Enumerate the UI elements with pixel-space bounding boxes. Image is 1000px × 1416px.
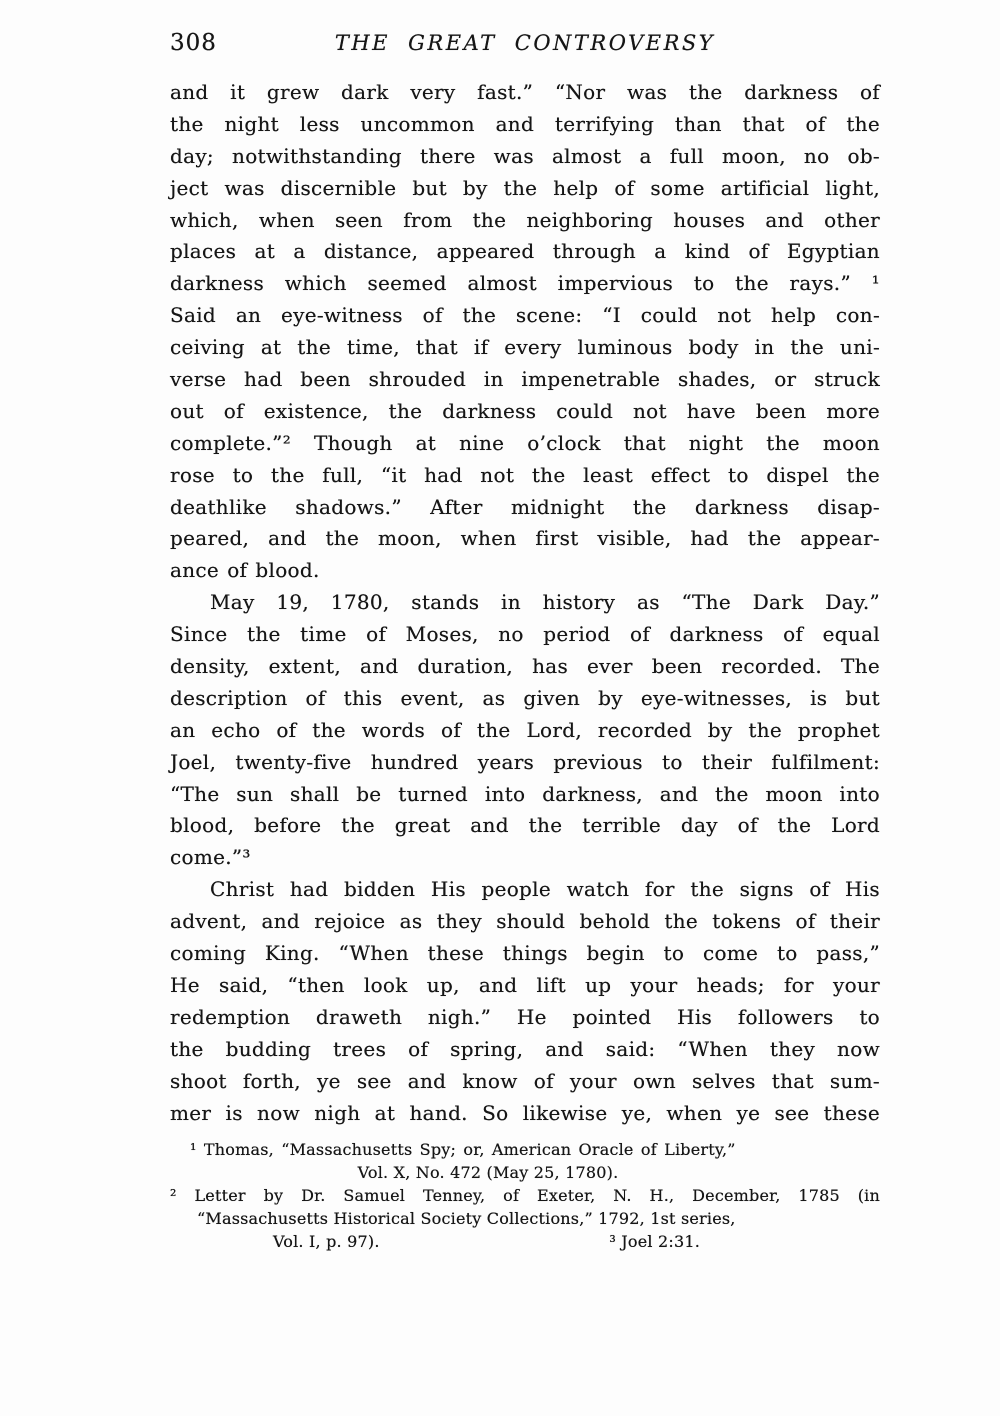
text-line: come.”³ [170,845,251,870]
text-line: description of this event, as given by eye-witnesses, is but [170,685,880,710]
text-line: May 19, 1780, stands in history as “The Dark Day.” [210,590,880,615]
text-line: He said, “then look up, and lift up your heads; for your [170,972,880,997]
text-line: ance of blood. [170,558,320,583]
text-line: and it grew dark very fast.” “Nor was the darkness of [170,80,880,104]
text-line: which, when seen from the neighboring houses and other [170,207,880,232]
footnote-1-line-1: ¹ Thomas, “Massachusetts Spy; or, American Oracle of Liberty,” [190,1140,736,1159]
footnote-1-line-2: Vol. X, No. 472 (May 25, 1780). [357,1163,619,1182]
text-line: places at a distance, appeared through a kind of Egyptian [170,239,880,264]
text-line: Christ had bidden His people watch for the signs of His [210,877,880,902]
page-number: 308 [170,30,217,56]
text-line: shoot forth, ye see and know of your own selves that sum- [170,1068,880,1093]
footnote-2-line-1: ² Letter by Dr. Samuel Tenney, of Exeter, N. H., December, 1785 (in [170,1186,880,1205]
text-line: “The sun shall be turned into darkness, and the moon into [170,781,880,806]
footnote-3: ³ Joel 2:31. [609,1232,700,1251]
text-line: ject was discernible but by the help of some artificial light, [170,175,880,200]
text-line: day; notwithstanding there was almost a full moon, no ob- [170,143,880,168]
body-text [170,77,880,1129]
text-line: an echo of the words of the Lord, recorded by the prophet [170,717,880,742]
text-line: out of existence, the darkness could not have been more [170,398,880,423]
text-line: density, extent, and duration, has ever been recorded. The [170,654,880,679]
running-head-title: THE GREAT CONTROVERSY [334,31,716,55]
text-line: advent, and rejoice as they should behold the tokens of their [170,909,880,934]
text-line: rose to the full, “it had not the least effect to dispel the [170,462,880,487]
text-line: mer is now nigh at hand. So likewise ye, when ye see these [170,1100,880,1125]
page-header [170,30,880,60]
text-line: deathlike shadows.” After midnight the darkness disap- [170,494,880,519]
text-line: verse had been shrouded in impenetrable shades, or struck [170,367,880,392]
footnote-2-line-2: “Massachusetts Historical Society Collections,” 1792, 1st series, [197,1209,736,1228]
text-line: complete.”² Though at nine o’clock that night the moon [170,430,880,455]
text-line: peared, and the moon, when first visible, had the appear- [170,526,880,551]
text-line: blood, before the great and the terrible day of the Lord [170,813,880,838]
text-line: ceiving at the time, that if every luminous body in the uni- [170,335,880,360]
text-line: Said an eye-witness of the scene: “I could not help con- [170,303,880,328]
footnote-last-row [170,1230,880,1253]
footnote-2-line-3: Vol. I, p. 97). [273,1232,380,1251]
text-line: redemption draweth nigh.” He pointed His followers to [170,1004,880,1029]
text-line: the budding trees of spring, and said: “When they now [170,1036,880,1061]
text-line: Joel, twenty-five hundred years previous to their fulfilment: [170,749,880,774]
text-line: darkness which seemed almost impervious to the rays.” ¹ [170,271,880,296]
text-line: the night less uncommon and terrifying than that of the [170,111,880,136]
text-line: Since the time of Moses, no period of darkness of equal [170,622,880,647]
footnotes-block [170,1138,880,1253]
text-line: coming King. “When these things begin to come to pass,” [170,941,880,966]
